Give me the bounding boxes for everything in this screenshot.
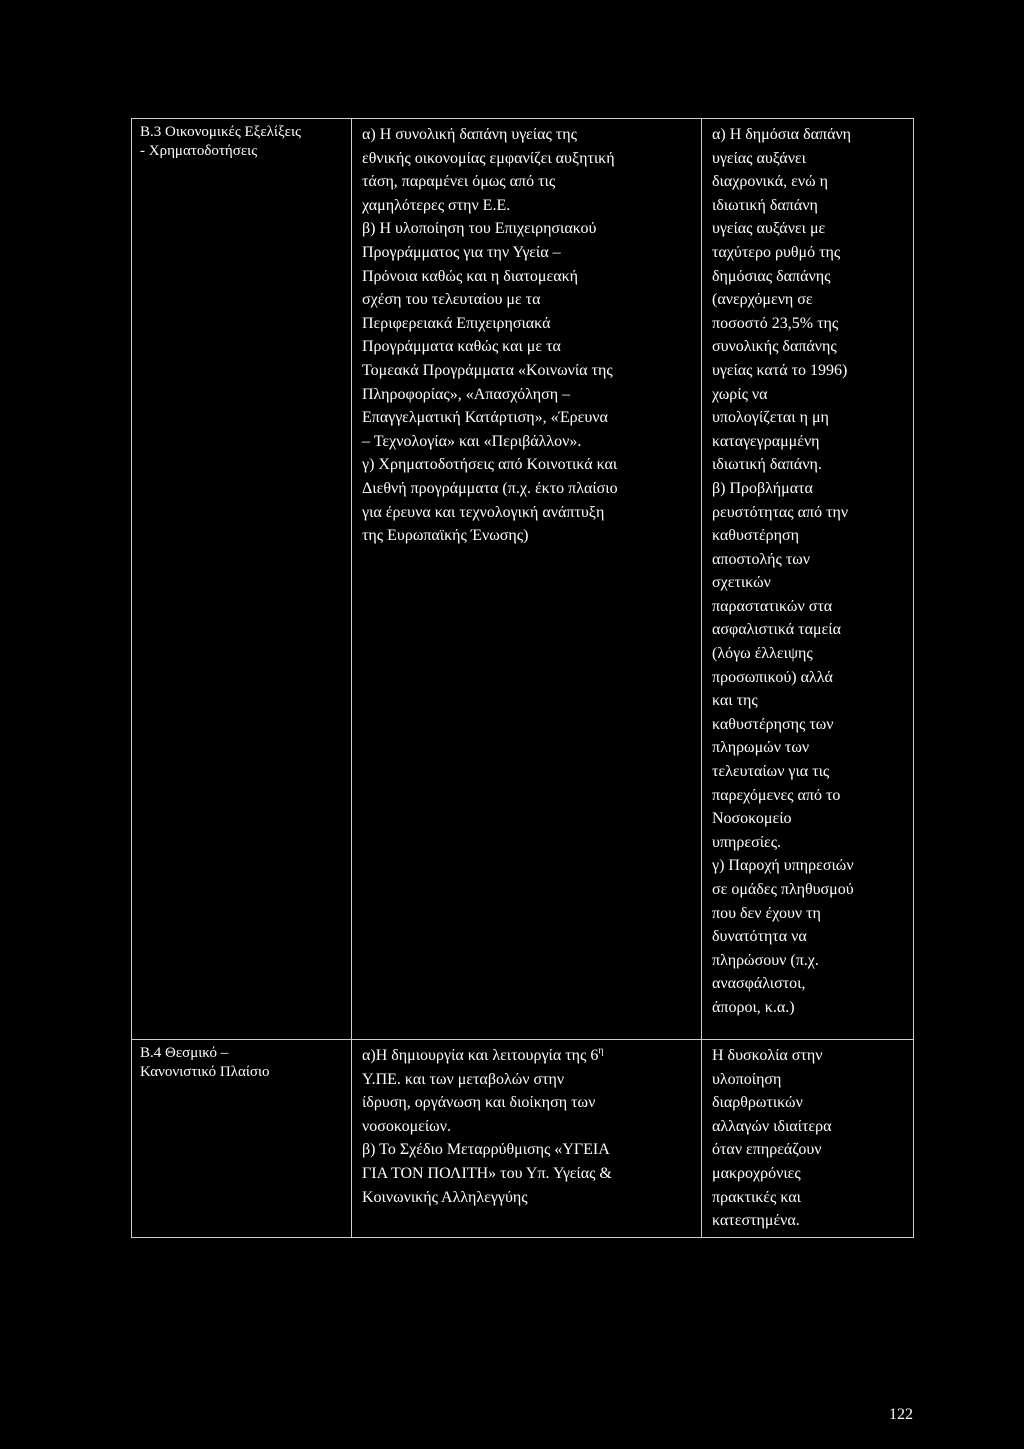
page-number: 122 [889, 1406, 913, 1423]
issues-cell-b4: Η δυσκολία στην υλοποίηση διαρθρωτικών αλλαγών ιδιαίτερα όταν επηρεάζουν μακροχρόνιες πρακτικές και κατεστημένα. [702, 1040, 914, 1238]
section-title-b4: B.4 Θεσμικό – Κανονιστικό Πλαίσιο [132, 1040, 352, 1238]
issues-cell-b3: α) Η δημόσια δαπάνη υγείας αυξάνει διαχρονικά, ενώ η ιδιωτική δαπάνη υγείας αυξάνει με ταχύτερο ρυθμό της δημόσιας δαπάνης (ανερχόμενη σε ποσοστό 23,5% της συνολικής δαπάνης υγείας κατά το 1996) χωρίς να υπολογίζεται η μη καταγεγραμμένη ιδιωτική δαπάνη. β) Προβλήματα ρευστότητας από την καθυστέρηση αποστολής των σχετικών παραστατικών στα ασφαλιστικά ταμεία (λόγω έλλειψης προσωπικού) αλλά και της καθυστέρησης των πληρωμών των τελευταίων για τις παρεχόμενες από το Νοσοκομείο υπηρεσίες. γ) Παροχή υπηρεσιών σε ομάδες πληθυσμού που δεν έχουν τη δυνατότητα να πληρώσουν (π.χ. ανασφάλιστοι, άποροι, κ.α.) [702, 119, 914, 1040]
document-table [131, 118, 914, 1238]
section-title-b3: B.3 Οικονομικές Εξελίξεις - Χρηματοδοτήσεις [132, 119, 352, 1040]
superscript-eta: η [598, 1045, 604, 1057]
description-text-rest: Υ.ΠΕ. και των μεταβολών στην ίδρυση, οργάνωση και διοίκηση των νοσοκομείων. β) Το Σχέδιο Μεταρρύθμισης «ΥΓΕΙΑ ΓΙΑ ΤΟΝ ΠΟΛΙΤΗ» του Υπ. Υγείας & Κοινωνικής Αλληλεγγύης [362, 1070, 612, 1206]
description-cell-b4 [352, 1040, 702, 1238]
description-cell-b3: α) Η συνολική δαπάνη υγείας της εθνικής οικονομίας εμφανίζει αυξητική τάση, παραμένει όμως από τις χαμηλότερες στην Ε.Ε. β) Η υλοποίηση του Επιχειρησιακού Προγράμματος για την Υγεία – Πρόνοια καθώς και η διατομεακή σχέση του τελευταίου με τα Περιφερειακά Επιχειρησιακά Προγράμματα καθώς και με τα Τομεακά Προγράμματα «Κοινωνία της Πληροφορίας», «Απασχόληση – Επαγγελματική Κατάρτιση», «Έρευνα – Τεχνολογία» και «Περιβάλλον». γ) Χρηματοδοτήσεις από Κοινοτικά και Διεθνή προγράμματα (π.χ. έκτο πλαίσιο για έρευνα και τεχνολογική ανάπτυξη της Ευρωπαϊκής Ένωσης) [352, 119, 702, 1040]
table-row [132, 119, 914, 1040]
description-text-start: α)Η δημιουργία και λειτουργία της 6 [362, 1047, 599, 1064]
table-row [132, 1040, 914, 1238]
